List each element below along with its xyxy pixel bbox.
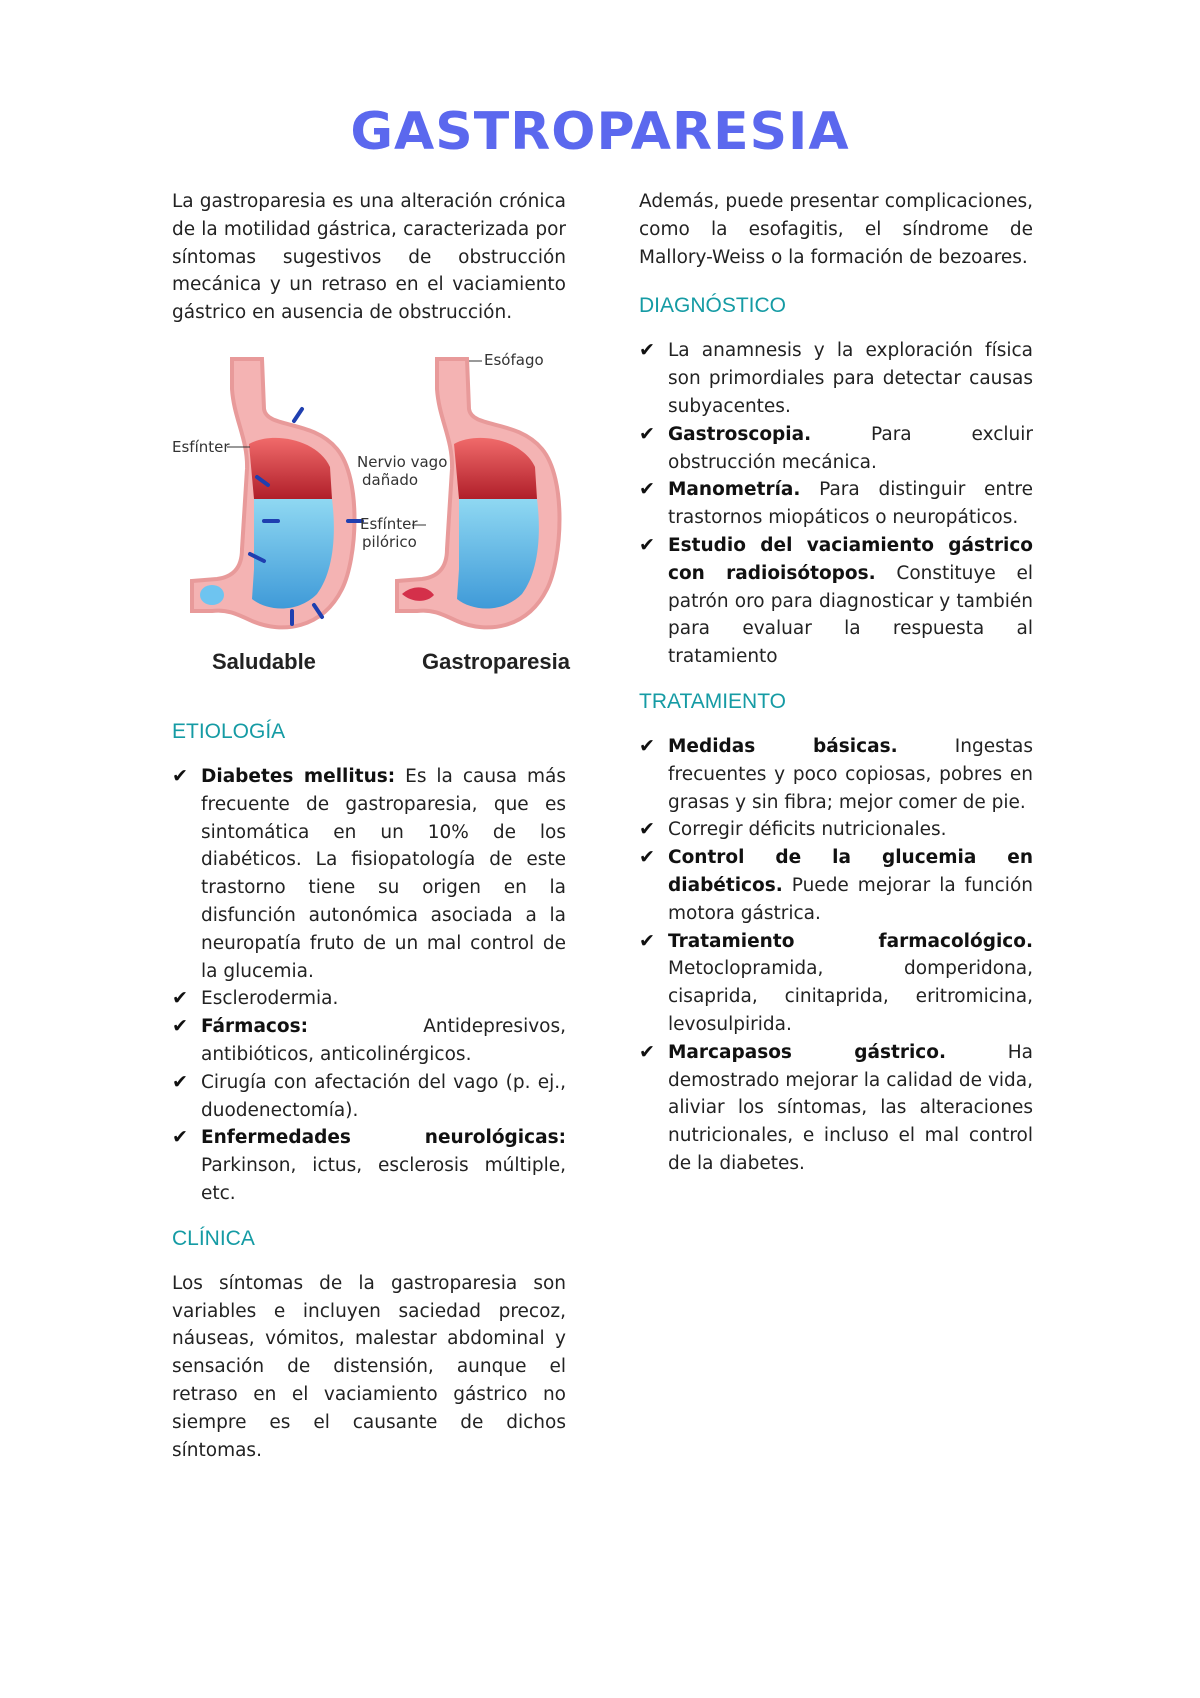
item-term: Marcapasos gástrico. xyxy=(668,1041,946,1063)
complicaciones-paragraph: Además, puede presentar complicaciones, como la esofagitis, el síndrome de Mallory-Weiss o la formación de bezoares. xyxy=(639,191,1033,268)
item-term: Manometría. xyxy=(668,479,801,501)
right-column xyxy=(639,188,1033,1178)
checkmark-icon: ✔ xyxy=(639,478,655,501)
list-item xyxy=(172,763,566,985)
callout-sphincter: Esfínter xyxy=(172,437,230,456)
label-healthy: Saludable xyxy=(212,648,316,674)
heading-tratamiento: TRATAMIENTO xyxy=(639,689,786,713)
item-term: Tratamiento farmacológico. xyxy=(668,930,1033,952)
callout-pyloric-2: pilórico xyxy=(362,532,417,551)
tratamiento-list xyxy=(639,733,1033,1178)
callout-pyloric-1: Esfínter xyxy=(360,514,418,533)
item-text: Para distinguir entre trastornos miopáticos o neuropáticos. xyxy=(668,479,1033,529)
checkmark-icon: ✔ xyxy=(172,1015,188,1038)
gastroparesis-stomach xyxy=(357,351,560,627)
checkmark-icon: ✔ xyxy=(639,533,655,556)
item-text: Esclerodermia. xyxy=(201,988,339,1010)
list-item xyxy=(639,421,1033,477)
list-item xyxy=(172,1124,566,1207)
item-text: Corregir déficits nutricionales. xyxy=(668,819,947,841)
healthy-stomach xyxy=(172,359,362,627)
item-text: Es la causa más frecuente de gastroparesia, que es sintomática en un 10% de los diabéticos. La fisiopatología de este trastorno tiene su origen en la disfunción autonómica asociada a la neuropatía fruto de un mal control de la glucemia. xyxy=(201,765,567,982)
list-item xyxy=(639,733,1033,816)
checkmark-icon: ✔ xyxy=(639,339,655,362)
stomach-illustration xyxy=(172,349,572,679)
list-item xyxy=(639,816,1033,844)
item-text: Constituye el patrón oro para diagnosticar y también para evaluar la respuesta al tratamiento xyxy=(668,562,1033,668)
item-text: Metoclopramida, domperidona, cisaprida, cinitaprida, eritromicina, levosulpirida. xyxy=(668,958,1033,1035)
intro-paragraph: La gastroparesia es una alteración crónica de la motilidad gástrica, caracterizada por síntomas sugestivos de obstrucción mecánica y un retraso en el vaciamiento gástrico en ausencia de obstrucción. xyxy=(172,191,566,324)
heading-clinica: CLÍNICA xyxy=(172,1226,255,1250)
checkmark-icon: ✔ xyxy=(639,846,655,869)
clinica-paragraph: Los síntomas de la gastroparesia son variables e incluyen saciedad precoz, náuseas, vómitos, malestar abdominal y sensación de distensión, aunque el retraso en el vaciamiento gástrico no siempre es el causante de dichos síntomas. xyxy=(172,1272,566,1461)
list-item xyxy=(172,985,566,1013)
item-text: Antidepresivos, antibióticos, anticolinérgicos. xyxy=(201,1016,566,1065)
list-item xyxy=(639,476,1033,532)
item-term: Enfermedades neurológicas: xyxy=(201,1127,566,1149)
item-term: Fármacos: xyxy=(201,1016,309,1038)
list-item xyxy=(639,928,1033,1039)
callout-vagus-2: dañado xyxy=(362,470,419,489)
diagnostico-list xyxy=(639,337,1033,671)
item-term: Control de la glucemia en diabéticos. xyxy=(668,847,1033,896)
checkmark-icon: ✔ xyxy=(639,422,655,445)
list-item xyxy=(172,1013,566,1069)
item-text: Para excluir obstrucción mecánica. xyxy=(668,423,1033,473)
heading-etiologia: ETIOLOGÍA xyxy=(172,719,286,743)
document-title: GASTROPARESIA xyxy=(350,102,850,162)
label-gastroparesis: Gastroparesia xyxy=(422,648,570,674)
item-text: Ha demostrado mejorar la calidad de vida, aliviar los síntomas, las alteraciones nutricionales, e incluso el mal control de la diabetes. xyxy=(668,1041,1033,1174)
item-text: Puede mejorar la función motora gástrica. xyxy=(668,874,1033,924)
list-item xyxy=(639,337,1033,420)
callout-esophagus: Esófago xyxy=(484,350,544,369)
checkmark-icon: ✔ xyxy=(639,929,655,952)
item-text: Ingestas frecuentes y poco copiosas, pobres en grasas y sin fibra; mejor comer de pie. xyxy=(668,735,1033,813)
checkmark-icon: ✔ xyxy=(172,1070,188,1093)
etiologia-list xyxy=(172,763,566,1208)
list-item xyxy=(639,532,1033,671)
item-term: Estudio del vaciamiento gástrico con radioisótopos. xyxy=(668,534,1033,584)
heading-diagnostico: DIAGNÓSTICO xyxy=(639,294,787,318)
item-term: Gastroscopia. xyxy=(668,423,812,445)
callout-vagus-1: Nervio vago xyxy=(357,452,448,471)
checkmark-icon: ✔ xyxy=(639,818,655,841)
left-column xyxy=(172,188,570,1464)
list-item xyxy=(172,1069,566,1125)
list-item xyxy=(639,1039,1033,1178)
checkmark-icon: ✔ xyxy=(639,734,655,757)
checkmark-icon: ✔ xyxy=(172,764,188,787)
item-text: La anamnesis y la exploración física son primordiales para detectar causas subyacentes. xyxy=(668,340,1033,417)
checkmark-icon: ✔ xyxy=(172,1126,188,1149)
item-text: Cirugía con afectación del vago (p. ej., duodenectomía). xyxy=(201,1071,566,1121)
item-text: Parkinson, ictus, esclerosis múltiple, etc. xyxy=(201,1155,566,1204)
list-item xyxy=(639,844,1033,927)
item-term: Medidas básicas. xyxy=(668,735,898,757)
checkmark-icon: ✔ xyxy=(639,1040,655,1063)
item-term: Diabetes mellitus: xyxy=(201,765,396,787)
checkmark-icon: ✔ xyxy=(172,987,188,1010)
